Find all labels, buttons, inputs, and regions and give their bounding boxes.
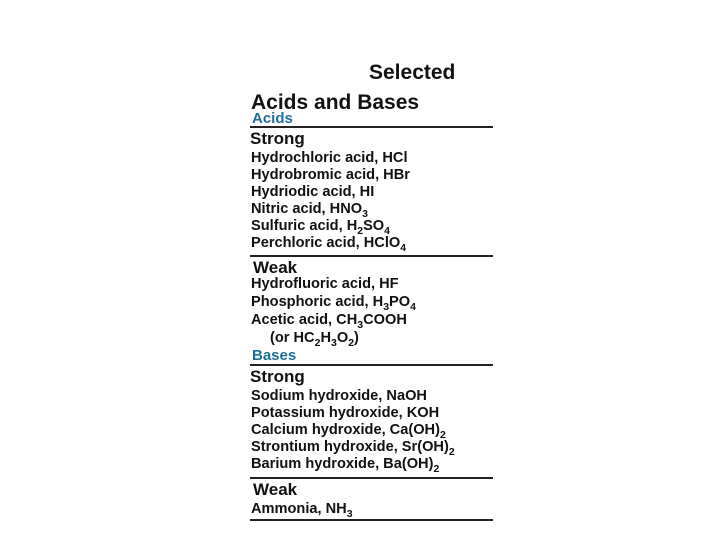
list-item	[251, 277, 399, 292]
formula-subscript: 2	[357, 225, 364, 237]
title-line-1: Selected	[369, 61, 456, 84]
entry-text: Hydrobromic acid, HBr	[251, 167, 410, 183]
entry-text: PO	[389, 294, 411, 310]
title-line-2: Acids and Bases	[251, 91, 420, 114]
formula-subscript: 4	[410, 301, 416, 313]
formula-subscript: 3	[383, 301, 390, 313]
formula-subscript: 2	[439, 429, 446, 441]
entry-text: Sodium hydroxide, NaOH	[251, 388, 427, 404]
list-item	[251, 389, 427, 404]
entry-text: Phosphoric acid, H	[251, 294, 384, 310]
weak-bases-divider	[250, 477, 493, 479]
formula-subscript: 3	[330, 337, 337, 349]
formula-subscript: 2	[348, 337, 355, 349]
entry-text: Sulfuric acid, H	[251, 218, 358, 234]
entry-text: O	[336, 330, 349, 346]
weak-acids-divider	[250, 255, 493, 257]
weak-acids-heading: Weak	[253, 258, 298, 277]
entry-text: (or HC	[270, 330, 315, 346]
entry-text: Barium hydroxide, Ba(OH)	[251, 456, 434, 472]
entry-text: SO	[363, 218, 385, 234]
entry-text: Acetic acid, CH	[251, 312, 358, 328]
list-item	[251, 501, 353, 520]
formula-subscript: 4	[400, 242, 407, 254]
formula-subscript: 3	[362, 208, 368, 220]
list-item	[251, 168, 410, 183]
list-item	[251, 151, 408, 166]
list-item	[251, 294, 416, 313]
entry-text: Perchloric acid, HClO	[251, 235, 401, 251]
acids-section-label: Acids	[252, 110, 293, 127]
formula-subscript: 4	[384, 225, 391, 237]
formula-subscript: 3	[346, 508, 353, 520]
entry-text: Hydriodic acid, HI	[251, 184, 375, 200]
bases-divider	[250, 364, 493, 366]
entry-text: H	[320, 330, 331, 346]
list-item	[251, 185, 374, 200]
table-bottom-rule	[250, 519, 493, 521]
list-item	[251, 201, 368, 220]
entry-text: Nitric acid, HNO	[251, 201, 363, 217]
weak-bases-heading: Weak	[253, 480, 298, 499]
entry-text: COOH	[363, 312, 407, 328]
list-item	[251, 218, 391, 237]
list-item	[251, 312, 407, 331]
bases-section-label: Bases	[252, 347, 297, 364]
list-item	[251, 422, 446, 441]
list-item	[251, 235, 407, 254]
list-item	[251, 406, 439, 421]
formula-subscript: 2	[448, 446, 455, 458]
list-item	[251, 439, 455, 458]
entry-text: Hydrofluoric acid, HF	[251, 276, 399, 292]
entry-text: Strontium hydroxide, Sr(OH)	[251, 439, 449, 455]
formula-subscript: 3	[357, 319, 364, 331]
list-item	[251, 456, 440, 475]
entry-text: Potassium hydroxide, KOH	[251, 405, 440, 421]
formula-subscript: 2	[314, 337, 321, 349]
formula-subscript: 2	[433, 463, 440, 475]
strong-acids-heading: Strong	[250, 129, 305, 148]
entry-text: Calcium hydroxide, Ca(OH)	[251, 422, 440, 438]
strong-bases-heading: Strong	[250, 367, 305, 386]
entry-text: Ammonia, NH	[251, 501, 347, 517]
entry-text: Hydrochloric acid, HCl	[251, 150, 408, 166]
acids-divider	[250, 126, 493, 128]
list-item	[270, 330, 359, 349]
entry-text: )	[354, 330, 359, 346]
